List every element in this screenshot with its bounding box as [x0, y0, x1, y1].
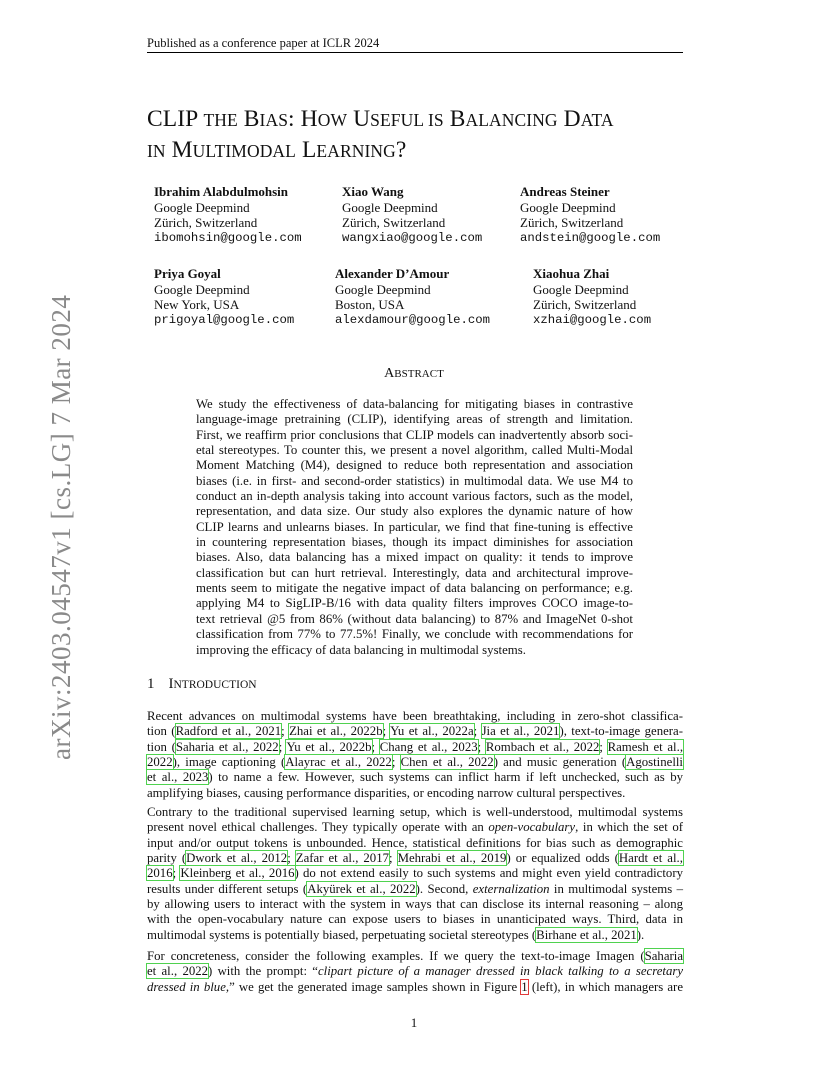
abstract-line: text retrieval @5 from 86% (without data balancing) to 87% and ImageNet 0-shot [196, 611, 633, 626]
citation-link[interactable]: et al., 2022 [147, 964, 209, 979]
author-email[interactable]: ibomohsin@google.com [154, 230, 302, 245]
author-name: Xiaohua Zhai [533, 266, 610, 281]
citation-link[interactable]: Zafar et al., 2017 [295, 851, 389, 866]
author-email[interactable]: alexdamour@google.com [335, 312, 490, 327]
abstract-line: in countering representation biases, though its impact diminishes for association [196, 535, 633, 550]
abstract-line: CLIP learns and unlearns biases. In particular, we find that fine-tuning is effective [196, 519, 633, 534]
abstract-line: biases (i.e. in first- and second-order statistics) in multimodal data. We use M4 to [196, 473, 633, 488]
abstract-line: language-image pretraining (CLIP), identifying areas of strength and limitation. [196, 412, 633, 427]
citation-link[interactable]: 2022 [147, 755, 173, 770]
section-heading: 1 INTRODUCTION [147, 676, 257, 692]
citation-link[interactable]: Hardt et al., [618, 851, 683, 866]
author-block [533, 266, 651, 328]
abstract-line: conduct an in-depth analysis taking into account various factors, such as the model, [196, 489, 633, 504]
citation-link[interactable]: 2016 [147, 866, 173, 881]
author-affiliation: Google Deepmind [342, 199, 438, 215]
abstract-line: applying M4 to SigLIP-B/16 with data quality filters improves COCO image-to- [196, 596, 633, 611]
author-location: Zürich, Switzerland [520, 215, 624, 230]
intro-paragraph-2: Contrary to the traditional supervised learning setup, which is well-understood, multimodal systems present novel ethical challenges. They typically operate with an open-vocabulary, in which the set of input and/or output tokens is unbounded. Hence, statistical definitions for bias such as demographic parity (Dwork et al., 2012; Zafar et al., 2017; Mehrabi et al., 2019) or equalized odds (Hardt et al., 2016; Kleinberg et al., 2016) do not extend easily to such systems and might even yield contradictory results under different setups (Akyürek et al., 2022). Second, externalization in multimodal systems – by allowing users to interact with the system in ways that can disclose its internal reasoning – along with the open-vocabulary nature can expose users to biases in unanticipated ways. Third, data in multimodal systems is potentially biased, perpetuating societal stereotypes (Birhane et al., 2021). [147, 805, 684, 942]
citation-link[interactable]: Saharia et al., 2022 [175, 739, 279, 754]
author-affiliation: Google Deepmind [533, 281, 629, 297]
citation-link[interactable]: Zhai et al., 2022b [289, 724, 383, 739]
author-location: New York, USA [154, 297, 240, 312]
author-name: Andreas Steiner [520, 184, 610, 199]
author-name: Priya Goyal [154, 266, 221, 281]
running-header: Published as a conference paper at ICLR 2024 [147, 36, 380, 50]
abstract-line: We study the effectiveness of data-balancing for mitigating biases in contrastive [196, 397, 633, 411]
arxiv-id: arXiv:2403.04547v1 [cs.LG] 7 Mar 2024 [46, 294, 76, 760]
abstract-line: biases. Also, data balancing has a mixed impact on quality: it tends to improve [196, 550, 633, 565]
citation-link[interactable]: Akyürek et al., 2022 [307, 881, 416, 896]
citation-link[interactable]: Chen et al., 2022 [400, 755, 494, 770]
author-block [154, 266, 294, 328]
citation-link[interactable]: Saharia [644, 949, 683, 963]
author-block [335, 266, 490, 328]
citation-link[interactable]: Yu et al., 2022b [286, 739, 372, 754]
abstract-line: improving the efficacy of data balancing in multimodal systems. [196, 642, 526, 657]
page-number: 1 [410, 1015, 418, 1030]
abstract-line: ments seem to mitigate the negative impact of data balancing on performance; e.g. [196, 581, 633, 596]
abstract-line: classification but can hurt retrieval. Interestingly, data and architectural improve- [196, 565, 633, 580]
paper-title: CLIP THE BIAS: HOW USEFUL IS BALANCING DATA IN MULTIMODAL LEARNING? [147, 106, 614, 163]
author-email[interactable]: prigoyal@google.com [154, 312, 295, 327]
author-block [342, 184, 482, 246]
citation-link[interactable]: Kleinberg et al., 2016 [180, 866, 295, 881]
abstract-heading: ABSTRACT [384, 366, 444, 381]
header-rule [147, 52, 683, 53]
author-email[interactable]: andstein@google.com [520, 230, 661, 245]
author-affiliation: Google Deepmind [154, 281, 250, 297]
citation-link[interactable]: et al., 2023 [147, 770, 209, 785]
author-location: Boston, USA [335, 297, 405, 312]
figure-link[interactable]: 1 [521, 979, 528, 994]
author-name: Xiao Wang [342, 184, 404, 199]
author-location: Zürich, Switzerland [533, 297, 637, 312]
section-number: 1 [147, 676, 155, 692]
citation-link[interactable]: Agostinelli [626, 755, 683, 770]
abstract-line: First, we reaffirm prior conclusions that CLIP models can inadvertently absorb soci- [196, 427, 633, 442]
citation-link[interactable]: Chang et al., 2023 [379, 739, 478, 754]
citation-link[interactable]: Alayrac et al., 2022 [285, 755, 392, 770]
author-affiliation: Google Deepmind [520, 199, 616, 215]
intro-paragraph-3: For concreteness, consider the following examples. If we query the text-to-image Imagen (Saharia et al., 2022) with the prompt: “clipart picture of a manager dressed in black talking to a secretary dressed in blue,” we get the generated image samples shown in Figure 1 (left), in which managers are [147, 949, 684, 994]
author-email[interactable]: wangxiao@google.com [342, 230, 483, 245]
citation-link[interactable]: Radford et al., 2021 [175, 724, 282, 739]
citation-link[interactable]: Ramesh et al., [607, 739, 684, 754]
arxiv-stamp [12, 290, 76, 760]
citation-link[interactable]: Rombach et al., 2022 [485, 739, 600, 754]
author-affiliation: Google Deepmind [335, 281, 431, 297]
author-affiliation: Google Deepmind [154, 199, 250, 215]
citation-link[interactable]: Jia et al., 2021 [481, 724, 560, 739]
author-block [154, 184, 302, 246]
citation-link[interactable]: Mehrabi et al., 2019 [397, 851, 507, 866]
author-name: Ibrahim Alabdulmohsin [154, 184, 289, 199]
abstract-line: classification from 77% to 77.5%! Finally, we conclude with recommendations for [196, 627, 633, 642]
abstract-body [196, 397, 633, 658]
abstract-line: Moment Matching (M4), designed to reduce both representation and association [196, 458, 633, 473]
citation-link[interactable]: Birhane et al., 2021 [536, 927, 637, 942]
abstract-line: etal stereotypes. To counter this, we present a novel algorithm, called Multi-Modal [196, 443, 633, 458]
author-block [520, 184, 660, 246]
author-location: Zürich, Switzerland [154, 215, 258, 230]
abstract-line: representation, and data size. Our study also explores the dynamic nature of how [196, 504, 633, 519]
author-email[interactable]: xzhai@google.com [533, 312, 652, 327]
citation-link[interactable]: Yu et al., 2022a [390, 724, 474, 739]
author-location: Zürich, Switzerland [342, 215, 446, 230]
intro-paragraph-1: Recent advances on multimodal systems have been breathtaking, including in zero-shot classifica- tion (Radford et al., 2021; Zhai et al., 2022b; Yu et al., 2022a; Jia et al., 2021), text-to-image genera- tion (Saharia et al., 2022; Yu et al., 2022b; Chang et al., 2023; Rombach et al., 2022; Ramesh et al., 2022), image captioning (Alayrac et al., 2022; Chen et al., 2022) and music generation (Agostinelli et al., 2023) to name a few. However, such systems can inflict harm if left unchecked, such as by amplifying biases, causing performance disparities, or encoding narrow cultural perspectives. [147, 709, 684, 800]
citation-link[interactable]: Dwork et al., 2012 [186, 851, 288, 866]
author-name: Alexander D’Amour [335, 266, 450, 281]
